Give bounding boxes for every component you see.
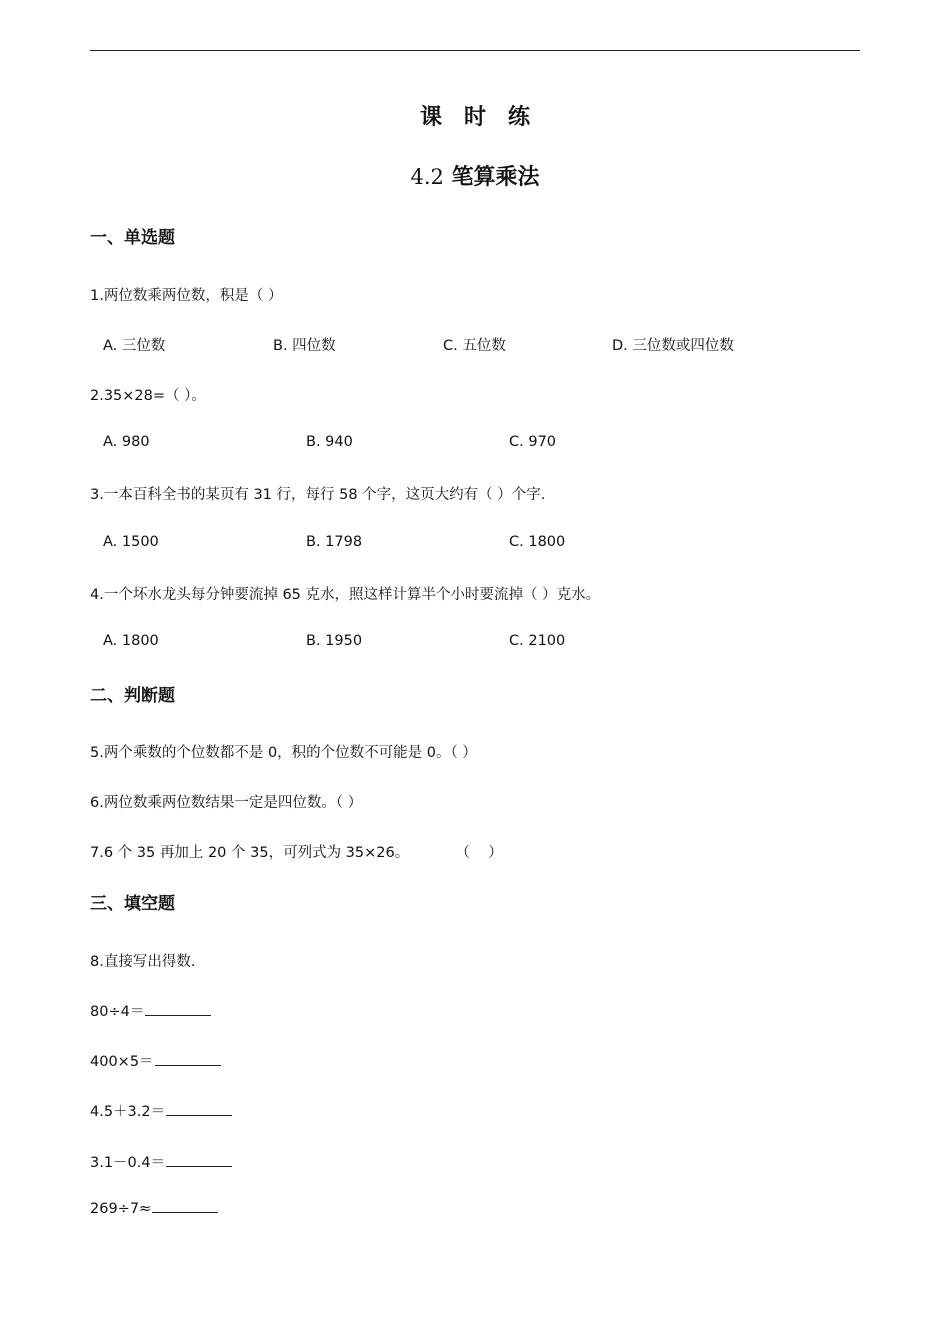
question-2-stem: 2.35×28=（ ）。 bbox=[90, 388, 206, 404]
fill-item bbox=[90, 1151, 232, 1172]
answer-blank[interactable] bbox=[145, 1003, 211, 1016]
page-title: 课时练 bbox=[419, 105, 552, 130]
section-heading-fill-blank: 三、填空题 bbox=[90, 894, 175, 914]
fill-item-expression: 80÷4＝ bbox=[90, 1004, 145, 1020]
question-2-option-c[interactable]: C. 970 bbox=[509, 434, 557, 450]
question-4-option-b[interactable]: B. 1950 bbox=[306, 633, 363, 649]
question-6-stem: 6.两位数乘两位数结果一定是四位数。（ ） bbox=[90, 795, 363, 811]
question-3-stem: 3.一本百科全书的某页有 31 行，每行 58 个字，这页大约有（ ）个字. bbox=[90, 487, 546, 503]
question-3-option-c[interactable]: C. 1800 bbox=[509, 534, 566, 550]
question-4-option-a[interactable]: A. 1800 bbox=[103, 633, 159, 649]
answer-blank[interactable] bbox=[166, 1103, 232, 1116]
fill-item-expression: 3.1－0.4＝ bbox=[90, 1155, 166, 1171]
fill-item bbox=[90, 1050, 221, 1071]
header-rule bbox=[90, 50, 860, 51]
answer-blank[interactable] bbox=[152, 1200, 218, 1213]
question-1-option-a[interactable]: A. 三位数 bbox=[103, 338, 166, 354]
question-1-option-c[interactable]: C. 五位数 bbox=[443, 338, 506, 354]
lesson-name: 笔算乘法 bbox=[451, 165, 540, 190]
fill-item-expression: 269÷7≈ bbox=[90, 1201, 152, 1217]
question-7-stem: 7.6 个 35 再加上 20 个 35，可列式为 35×26。 （ ） bbox=[90, 845, 503, 861]
fill-item-expression: 400×5＝ bbox=[90, 1054, 154, 1070]
question-1-option-d[interactable]: D. 三位数或四位数 bbox=[612, 338, 734, 354]
section-heading-true-false: 二、判断题 bbox=[90, 686, 175, 706]
section-heading-single-choice: 一、单选题 bbox=[90, 228, 175, 248]
fill-item bbox=[90, 1100, 232, 1121]
answer-blank[interactable] bbox=[155, 1053, 221, 1066]
question-4-stem: 4.一个坏水龙头每分钟要流掉 65 克水，照这样计算半个小时要流掉（ ）克水。 bbox=[90, 587, 601, 603]
answer-blank[interactable] bbox=[166, 1154, 232, 1167]
question-3-option-b[interactable]: B. 1798 bbox=[306, 534, 363, 550]
question-4-option-c[interactable]: C. 2100 bbox=[509, 633, 566, 649]
fill-item bbox=[90, 1000, 211, 1021]
question-2-option-a[interactable]: A. 980 bbox=[103, 434, 150, 450]
question-8-stem: 8.直接写出得数. bbox=[90, 954, 196, 970]
question-1-option-b[interactable]: B. 四位数 bbox=[273, 338, 336, 354]
fill-item-expression: 4.5＋3.2＝ bbox=[90, 1104, 166, 1120]
lesson-title bbox=[0, 160, 950, 191]
question-5-stem: 5.两个乘数的个位数都不是 0，积的个位数不可能是 0。（ ） bbox=[90, 745, 477, 761]
question-1-stem: 1.两位数乘两位数，积是（ ） bbox=[90, 288, 283, 304]
lesson-number: 4.2 bbox=[410, 165, 444, 189]
fill-item bbox=[90, 1200, 218, 1217]
question-2-option-b[interactable]: B. 940 bbox=[306, 434, 353, 450]
question-3-option-a[interactable]: A. 1500 bbox=[103, 534, 159, 550]
